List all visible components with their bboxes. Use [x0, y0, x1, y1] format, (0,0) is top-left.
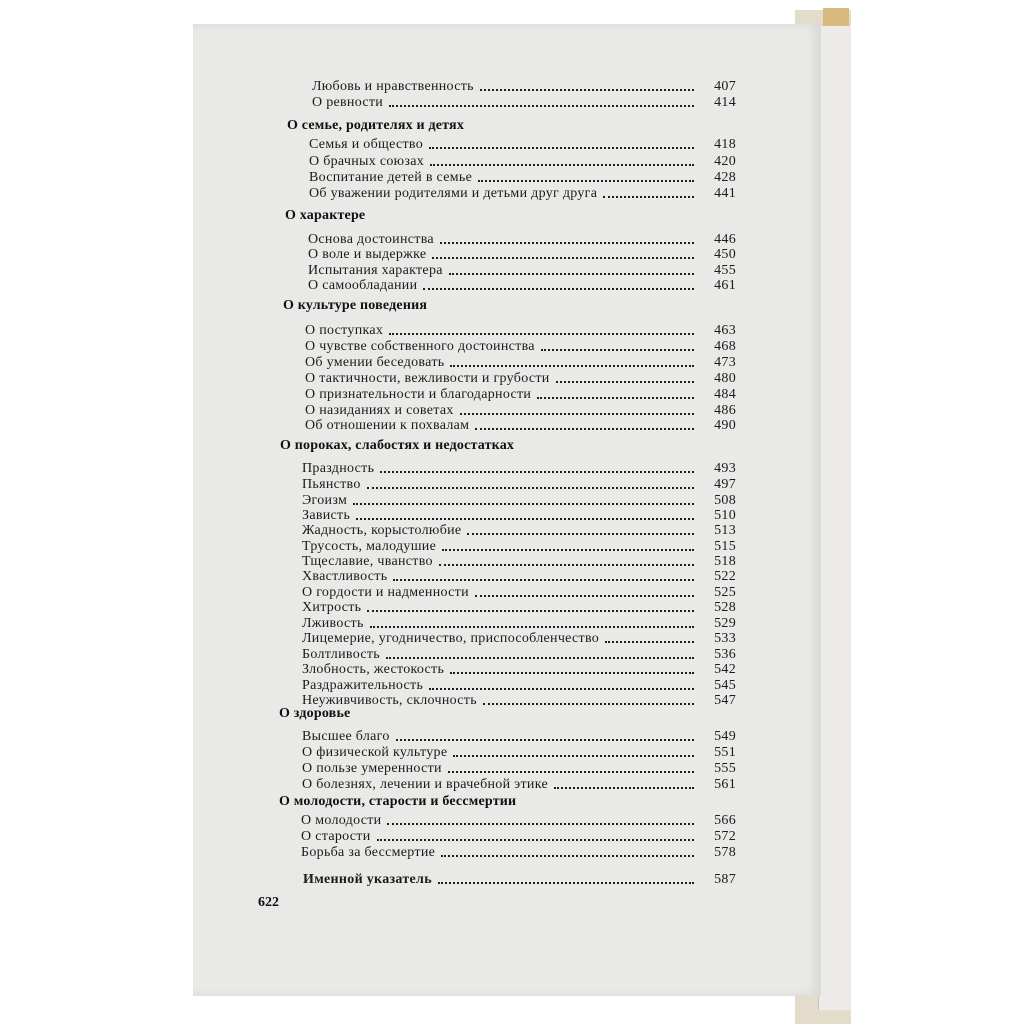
- entry-page-number: 428: [714, 170, 736, 185]
- entry-page-number: 555: [714, 761, 736, 776]
- entry-title: Пьянство: [302, 477, 361, 492]
- entry-title: Хвастливость: [302, 569, 388, 584]
- toc-entry: [301, 828, 736, 845]
- entry-title: Лживость: [302, 616, 364, 631]
- entry-page-number: 547: [714, 693, 736, 708]
- toc-entry: [312, 78, 736, 95]
- entry-page-number: 473: [714, 355, 736, 370]
- entry-title: Болтливость: [302, 647, 380, 662]
- index-entry: [303, 871, 736, 888]
- entry-title: Об уважении родителями и детьми друг друга: [309, 186, 598, 201]
- toc-entry: [302, 760, 736, 777]
- page-number: 622: [258, 895, 279, 910]
- entry-title: Эгоизм: [302, 493, 348, 508]
- dot-leader: [423, 288, 694, 290]
- entry-page-number: 407: [714, 79, 736, 94]
- dot-leader: [387, 823, 694, 825]
- dot-leader: [556, 381, 694, 383]
- section-heading: О здоровье: [279, 706, 351, 721]
- section-heading: О пороках, слабостях и недостатках: [280, 438, 515, 453]
- dot-leader: [475, 595, 694, 597]
- dot-leader: [377, 839, 695, 841]
- entry-page-number: 578: [714, 845, 736, 860]
- entry-title: Борьба за бессмертие: [301, 845, 436, 860]
- dot-leader: [460, 413, 694, 415]
- entry-title: Именной указатель: [303, 872, 432, 887]
- section-heading: О семье, родителях и детях: [287, 118, 465, 133]
- entry-title: Испытания характера: [308, 263, 443, 278]
- entry-title: О признательности и благодарности: [305, 387, 532, 402]
- entry-title: О воле и выдержке: [308, 247, 427, 262]
- entry-title: Воспитание детей в семье: [309, 170, 473, 185]
- entry-title: Основа достоинства: [308, 232, 434, 247]
- entry-page-number: 420: [714, 154, 736, 169]
- entry-page-number: 572: [714, 829, 736, 844]
- entry-page-number: 561: [714, 777, 736, 792]
- dot-leader: [389, 333, 694, 335]
- toc-entry: [302, 460, 736, 477]
- dot-leader: [554, 787, 694, 789]
- dot-leader: [386, 657, 694, 659]
- entry-page-number: 549: [714, 729, 736, 744]
- entry-title: Жадность, корыстолюбие: [302, 523, 462, 538]
- dot-leader: [429, 688, 694, 690]
- toc-entry: [305, 354, 736, 371]
- toc-entry: [301, 812, 736, 829]
- entry-title: Семья и общество: [309, 137, 424, 152]
- toc-entry: [301, 844, 736, 861]
- section-heading: О характере: [285, 208, 366, 223]
- dot-leader: [441, 855, 694, 857]
- entry-title: О самообладании: [308, 278, 418, 293]
- entry-page-number: 508: [714, 493, 736, 508]
- entry-page-number: 528: [714, 600, 736, 615]
- dot-leader: [393, 579, 694, 581]
- dot-leader: [449, 273, 694, 275]
- entry-page-number: 463: [714, 323, 736, 338]
- entry-page-number: 461: [714, 278, 736, 293]
- toc-entry: [302, 568, 736, 585]
- dot-leader: [605, 641, 694, 643]
- entry-page-number: 513: [714, 523, 736, 538]
- entry-page-number: 533: [714, 631, 736, 646]
- toc-entry: [312, 94, 736, 111]
- entry-title: Об отношении к похвалам: [305, 418, 470, 433]
- dot-leader: [541, 349, 694, 351]
- dot-leader: [370, 626, 694, 628]
- dot-leader: [448, 771, 694, 773]
- toc-entry: [309, 136, 736, 153]
- entry-page-number: 441: [714, 186, 736, 201]
- entry-title: Раздражительность: [302, 678, 424, 693]
- dot-leader: [430, 164, 694, 166]
- entry-title: Лицемерие, угодничество, приспособленчество: [302, 631, 600, 646]
- entry-title: Тщеславие, чванство: [302, 554, 433, 569]
- toc-entry: [309, 169, 736, 186]
- dot-leader: [432, 257, 694, 259]
- entry-page-number: 486: [714, 403, 736, 418]
- entry-page-number: 450: [714, 247, 736, 262]
- dot-leader: [367, 610, 694, 612]
- dot-leader: [537, 397, 694, 399]
- section-heading: О молодости, старости и бессмертии: [279, 794, 517, 809]
- entry-title: О тактичности, вежливости и грубости: [305, 371, 550, 386]
- entry-title: Высшее благо: [302, 729, 390, 744]
- entry-title: О назиданиях и советах: [305, 403, 454, 418]
- entry-page-number: 468: [714, 339, 736, 354]
- entry-page-number: 525: [714, 585, 736, 600]
- entry-title: О молодости: [301, 813, 382, 828]
- entry-page-number: 529: [714, 616, 736, 631]
- toc-entry: [302, 744, 736, 761]
- dot-leader: [440, 242, 694, 244]
- toc-entry: [302, 522, 736, 539]
- entry-page-number: 414: [714, 95, 736, 110]
- dot-leader: [480, 89, 694, 91]
- entry-page-number: 566: [714, 813, 736, 828]
- entry-page-number: 542: [714, 662, 736, 677]
- entry-page-number: 418: [714, 137, 736, 152]
- entry-page-number: 497: [714, 477, 736, 492]
- dot-leader: [450, 672, 694, 674]
- entry-title: Злобность, жестокость: [302, 662, 445, 677]
- dot-leader: [396, 739, 694, 741]
- entry-title: О старости: [301, 829, 371, 844]
- toc-entry: [305, 322, 736, 339]
- entry-title: О поступках: [305, 323, 384, 338]
- toc-entry: [305, 370, 736, 387]
- entry-title: Праздность: [302, 461, 375, 476]
- entry-title: О болезнях, лечении и врачебной этике: [302, 777, 548, 792]
- dot-leader: [356, 518, 694, 520]
- dot-leader: [429, 147, 694, 149]
- toc-entry: [308, 246, 736, 263]
- toc-entry: [309, 153, 736, 170]
- dot-leader: [367, 487, 694, 489]
- toc-entry: [305, 417, 736, 434]
- dot-leader: [467, 533, 694, 535]
- entry-page-number: 551: [714, 745, 736, 760]
- toc-entry: [305, 386, 736, 403]
- dot-leader: [450, 365, 694, 367]
- entry-title: Трусость, малодушие: [302, 539, 437, 554]
- toc-entry: [305, 338, 736, 355]
- toc-entry: [302, 728, 736, 745]
- entry-page-number: 536: [714, 647, 736, 662]
- entry-title: Об умении беседовать: [305, 355, 445, 370]
- entry-page-number: 490: [714, 418, 736, 433]
- dot-leader: [483, 703, 694, 705]
- entry-page-number: 493: [714, 461, 736, 476]
- toc-entry: [308, 277, 736, 294]
- dot-leader: [380, 471, 694, 473]
- entry-page-number: 545: [714, 678, 736, 693]
- entry-title: О физической культуре: [302, 745, 448, 760]
- toc-entry: [302, 661, 736, 678]
- dot-leader: [353, 503, 694, 505]
- toc-entry: [309, 185, 736, 202]
- dot-leader: [453, 755, 694, 757]
- section-heading: О культуре поведения: [283, 298, 428, 313]
- entry-page-number: 518: [714, 554, 736, 569]
- toc-entry: [302, 599, 736, 616]
- dot-leader: [439, 564, 694, 566]
- dot-leader: [442, 549, 694, 551]
- entry-title: О пользе умеренности: [302, 761, 442, 776]
- toc-entry: [302, 476, 736, 493]
- entry-page-number: 515: [714, 539, 736, 554]
- dot-leader: [389, 105, 694, 107]
- toc-entry: [302, 692, 736, 709]
- entry-page-number: 446: [714, 232, 736, 247]
- dot-leader: [478, 180, 694, 182]
- entry-page-number: 522: [714, 569, 736, 584]
- dot-leader: [603, 196, 694, 198]
- entry-page-number: 455: [714, 263, 736, 278]
- toc-entry: [302, 630, 736, 647]
- entry-title: Хитрость: [302, 600, 362, 615]
- entry-title: Любовь и нравственность: [312, 79, 474, 94]
- dot-leader: [438, 882, 694, 884]
- entry-title: Неуживчивость, склочность: [302, 693, 477, 708]
- entry-title: Зависть: [302, 508, 351, 523]
- dot-leader: [475, 428, 694, 430]
- entry-title: О чувстве собственного достоинства: [305, 339, 535, 354]
- entry-title: О гордости и надменности: [302, 585, 469, 600]
- entry-title: О брачных союзах: [309, 154, 425, 169]
- toc-entry: [302, 776, 736, 793]
- entry-title: О ревности: [312, 95, 384, 110]
- entry-page-number: 484: [714, 387, 736, 402]
- entry-page-number: 480: [714, 371, 736, 386]
- entry-page-number: 510: [714, 508, 736, 523]
- entry-page-number: 587: [714, 872, 736, 887]
